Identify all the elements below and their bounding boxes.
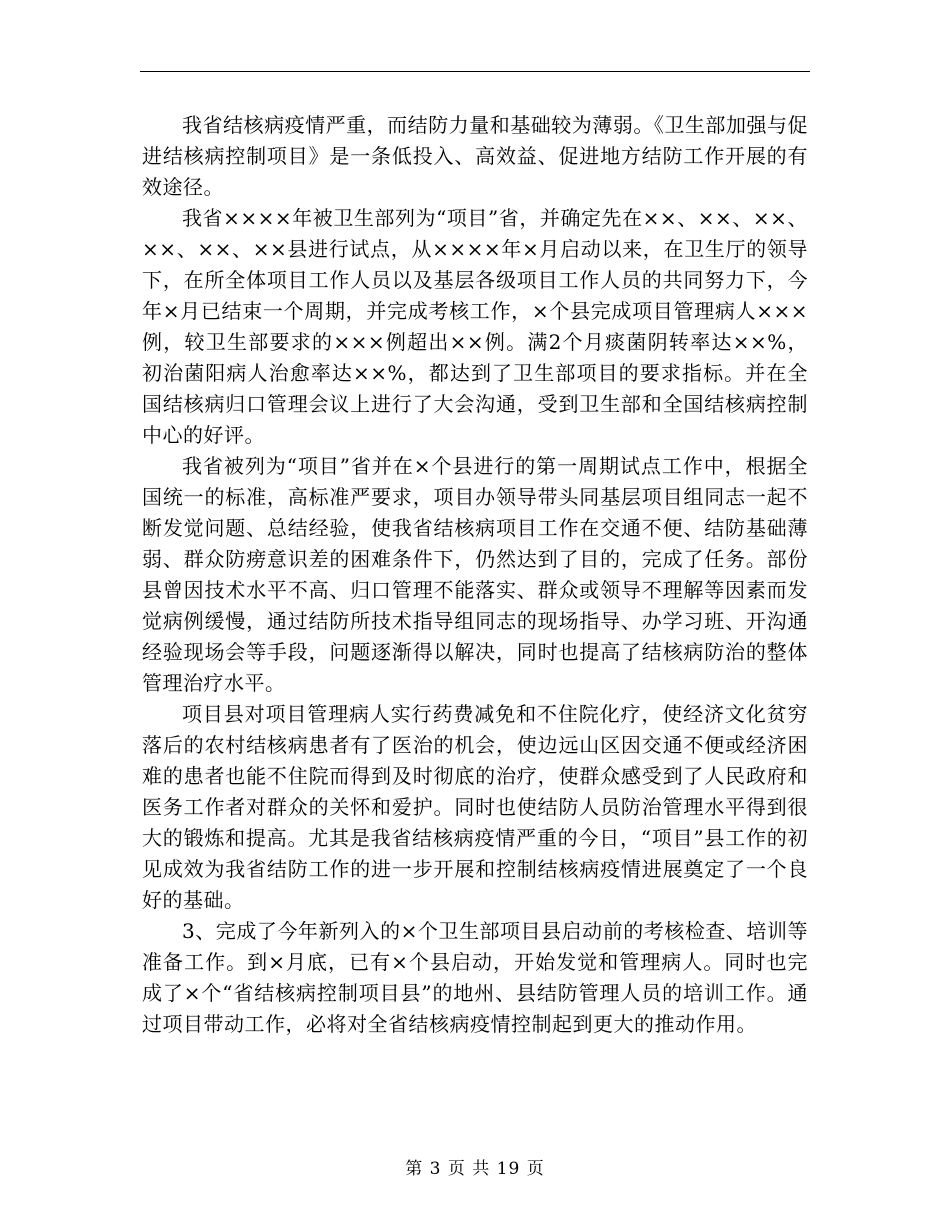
- paragraph-4: 项目县对项目管理病人实行药费减免和不住院化疗，使经济文化贫穷落后的农村结核病患者有了医治的机会，使边远山区因交通不便或经济困难的患者也能不住院而得到及时彻底的治疗，使群众感受到了人民政府和医务工作者对群众的关怀和爱护。同时也使结防人员防治管理水平得到很大的锻炼和提高。尤其是我省结核病疫情严重的今日，“项目”县工作的初见成效为我省结防工作的进一步开展和控制结核病疫情进展奠定了一个良好的基础。: [142, 702, 808, 912]
- paragraph-3: 我省被列为“项目”省并在×个县进行的第一周期试点工作中，根据全国统一的标准，高标准严要求，项目办领导带头同基层项目组同志一起不断发觉问题、总结经验，使我省结核病项目工作在交通不便、结防基础薄弱、群众防痨意识差的困难条件下，仍然达到了目的，完成了任务。部份县曾因技术水平不高、归口管理不能落实、群众或领导不理解等因素而发觉病例缓慢，通过结防所技术指导组同志的现场指导、办学习班、开沟通经验现场会等手段，问题逐渐得以解决，同时也提高了结核病防治的整体管理治疗水平。: [142, 454, 808, 695]
- paragraph-5: 3、完成了今年新列入的×个卫生部项目县启动前的考核检查、培训等准备工作。到×月底，已有×个县启动，开始发觉和管理病人。同时也完成了×个“省结核病控制项目县”的地州、县结防管理人员的培训工作。通过项目带动工作，必将对全省结核病疫情控制起到更大的推动作用。: [142, 919, 808, 1036]
- header-rule: [140, 71, 810, 72]
- document-body: [142, 110, 808, 1040]
- paragraph-1: 我省结核病疫情严重，而结防力量和基础较为薄弱。《卫生部加强与促进结核病控制项目》是一条低投入、高效益、促进地方结防工作开展的有效途径。: [142, 113, 808, 199]
- page-number-footer: 第 3 页 共 19 页: [405, 1159, 545, 1179]
- paragraph-2: 我省××××年被卫生部列为“项目”省，并确定先在××、××、××、××、××、××县进行试点，从××××年×月启动以来，在卫生厅的领导下，在所全体项目工作人员以及基层各级项目工作人员的共同努力下，今年×月已结束一个周期，并完成考核工作，×个县完成项目管理病人×××例，较卫生部要求的×××例超出××例。满2个月痰菌阴转率达××%，初治菌阳病人治愈率达××%，都达到了卫生部项目的要求指标。并在全国结核病归口管理会议上进行了大会沟通，受到卫生部和全国结核病控制中心的好评。: [142, 206, 808, 447]
